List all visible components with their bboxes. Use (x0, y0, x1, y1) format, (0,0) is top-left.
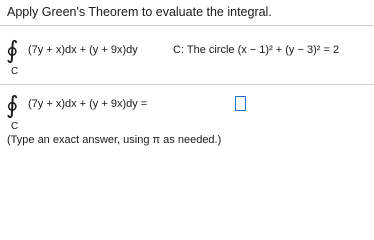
curve-subscript: C (11, 66, 19, 77)
answer-input[interactable] (235, 96, 246, 111)
contour-integral-icon: ∮ (6, 91, 19, 119)
question-prompt: Apply Green's Theorem to evaluate the integral. (7, 5, 272, 19)
top-divider (0, 25, 374, 26)
curve-description: C: The circle (x − 1)² + (y − 3)² = 2 (173, 44, 340, 56)
answer-integrand: (7y + x)dx + (y + 9x)dy = (28, 98, 148, 110)
curve-subscript: C (11, 121, 19, 132)
middle-divider (0, 84, 374, 85)
contour-integral-icon: ∮ (6, 36, 19, 64)
answer-hint: (Type an exact answer, using π as needed.) (7, 134, 222, 146)
question-integrand: (7y + x)dx + (y + 9x)dy (28, 44, 138, 56)
